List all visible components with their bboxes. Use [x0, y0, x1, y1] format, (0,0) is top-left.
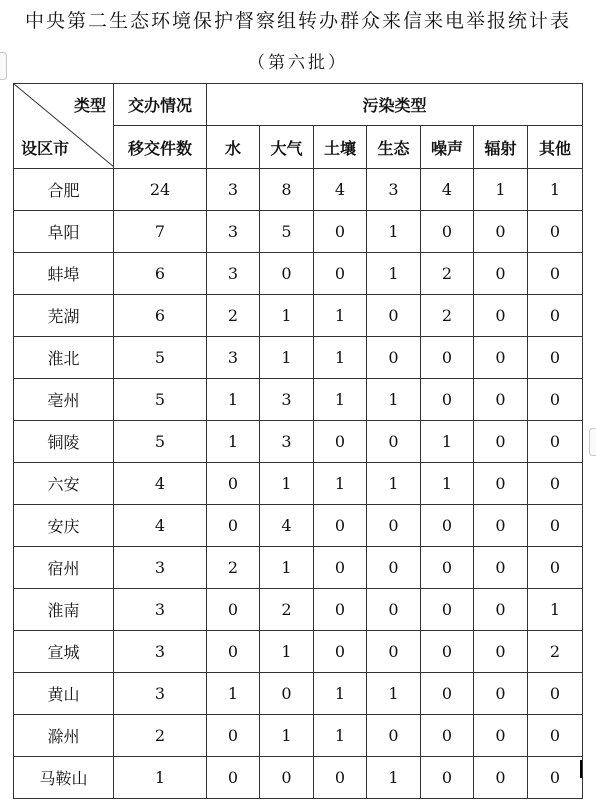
left-edge-handle[interactable]	[0, 52, 7, 80]
city-cell: 淮南	[14, 589, 114, 631]
column-header-water: 水	[207, 126, 260, 169]
cell-soil: 4	[314, 169, 367, 211]
cell-noise: 0	[421, 379, 474, 421]
cell-air: 1	[260, 337, 314, 379]
cell-soil: 0	[314, 631, 367, 673]
cell-radiation: 0	[474, 505, 528, 547]
table-row	[14, 631, 583, 673]
cell-water: 0	[207, 463, 260, 505]
cell-noise: 0	[421, 631, 474, 673]
page-subtitle: （第六批）	[248, 53, 348, 73]
cell-other: 1	[528, 169, 583, 211]
cell-radiation: 0	[474, 631, 528, 673]
cell-transfer-count: 6	[114, 295, 207, 337]
cell-noise: 0	[421, 673, 474, 715]
cell-radiation: 0	[474, 253, 528, 295]
cell-soil: 0	[314, 253, 367, 295]
cell-air: 1	[260, 463, 314, 505]
cell-water: 3	[207, 337, 260, 379]
cell-radiation: 0	[474, 463, 528, 505]
cell-air: 3	[260, 421, 314, 463]
table-body	[14, 84, 583, 799]
cell-other: 0	[528, 463, 583, 505]
statistics-table	[13, 83, 583, 799]
city-cell: 亳州	[14, 379, 114, 421]
cell-ecology: 0	[367, 589, 421, 631]
cell-other: 0	[528, 295, 583, 337]
city-cell: 六安	[14, 463, 114, 505]
table-row	[14, 589, 583, 631]
cell-noise: 0	[421, 505, 474, 547]
cell-radiation: 0	[474, 211, 528, 253]
cell-transfer-count: 3	[114, 631, 207, 673]
cell-transfer-count: 1	[114, 757, 207, 799]
cell-radiation: 0	[474, 379, 528, 421]
cell-water: 3	[207, 211, 260, 253]
cell-transfer-count: 4	[114, 463, 207, 505]
cell-other: 0	[528, 253, 583, 295]
cell-ecology: 1	[367, 463, 421, 505]
cell-water: 0	[207, 715, 260, 757]
cell-water: 3	[207, 253, 260, 295]
table-row	[14, 253, 583, 295]
cell-noise: 2	[421, 253, 474, 295]
cell-transfer-count: 2	[114, 715, 207, 757]
cell-other: 1	[528, 589, 583, 631]
cell-water: 0	[207, 757, 260, 799]
cell-radiation: 0	[474, 673, 528, 715]
cell-water: 2	[207, 295, 260, 337]
cell-air: 0	[260, 253, 314, 295]
cell-radiation: 0	[474, 295, 528, 337]
cell-transfer-count: 6	[114, 253, 207, 295]
cell-ecology: 3	[367, 169, 421, 211]
cell-air: 1	[260, 715, 314, 757]
table-row	[14, 673, 583, 715]
cell-transfer-count: 7	[114, 211, 207, 253]
cell-transfer-count: 5	[114, 421, 207, 463]
page-title: 中央第二生态环境保护督察组转办群众来信来电举报统计表	[24, 10, 571, 32]
city-cell: 阜阳	[14, 211, 114, 253]
cell-radiation: 0	[474, 547, 528, 589]
cell-water: 0	[207, 505, 260, 547]
cell-radiation: 0	[474, 337, 528, 379]
cell-noise: 1	[421, 421, 474, 463]
cell-transfer-count: 3	[114, 589, 207, 631]
cell-water: 2	[207, 547, 260, 589]
cell-soil: 0	[314, 757, 367, 799]
cell-soil: 1	[314, 379, 367, 421]
column-header-radiation: 辐射	[474, 126, 528, 169]
table-row	[14, 379, 583, 421]
column-header-noise: 噪声	[421, 126, 474, 169]
cell-noise: 1	[421, 463, 474, 505]
cell-air: 1	[260, 547, 314, 589]
cell-ecology: 0	[367, 715, 421, 757]
corner-header-cell	[14, 84, 114, 169]
city-cell: 蚌埠	[14, 253, 114, 295]
cell-transfer-count: 3	[114, 673, 207, 715]
cell-air: 1	[260, 295, 314, 337]
table-row	[14, 169, 583, 211]
cell-air: 1	[260, 631, 314, 673]
city-cell: 淮北	[14, 337, 114, 379]
header-row-1	[14, 84, 583, 126]
cell-soil: 1	[314, 337, 367, 379]
cell-water: 0	[207, 631, 260, 673]
table-row	[14, 715, 583, 757]
cell-noise: 0	[421, 211, 474, 253]
city-cell: 芜湖	[14, 295, 114, 337]
corner-label-city: 设区市	[21, 139, 70, 158]
right-edge-handle[interactable]	[589, 428, 596, 456]
cell-air: 8	[260, 169, 314, 211]
cell-noise: 0	[421, 589, 474, 631]
city-cell: 安庆	[14, 505, 114, 547]
city-cell: 合肥	[14, 169, 114, 211]
city-cell: 黄山	[14, 673, 114, 715]
table-row	[14, 421, 583, 463]
cell-ecology: 1	[367, 379, 421, 421]
table-row	[14, 337, 583, 379]
column-header-soil: 土壤	[314, 126, 367, 169]
cell-soil: 0	[314, 505, 367, 547]
cell-ecology: 0	[367, 505, 421, 547]
column-header-other: 其他	[528, 126, 583, 169]
cell-soil: 0	[314, 421, 367, 463]
cell-noise: 0	[421, 337, 474, 379]
cell-water: 3	[207, 169, 260, 211]
cell-soil: 0	[314, 589, 367, 631]
cell-other: 0	[528, 547, 583, 589]
cell-air: 4	[260, 505, 314, 547]
city-cell: 铜陵	[14, 421, 114, 463]
city-cell: 宣城	[14, 631, 114, 673]
corner-label-type: 类型	[73, 96, 106, 115]
cell-ecology: 0	[367, 547, 421, 589]
cell-ecology: 0	[367, 421, 421, 463]
cell-ecology: 0	[367, 631, 421, 673]
city-cell: 滁州	[14, 715, 114, 757]
group-header-pollution: 污染类型	[207, 84, 583, 126]
cell-radiation: 0	[474, 421, 528, 463]
cell-water: 1	[207, 379, 260, 421]
cell-ecology: 1	[367, 757, 421, 799]
cell-ecology: 0	[367, 337, 421, 379]
cell-soil: 1	[314, 295, 367, 337]
cell-air: 2	[260, 589, 314, 631]
cell-other: 0	[528, 337, 583, 379]
cell-other: 0	[528, 505, 583, 547]
cell-soil: 1	[314, 673, 367, 715]
table-row	[14, 463, 583, 505]
cell-other: 2	[528, 631, 583, 673]
cell-ecology: 1	[367, 253, 421, 295]
cell-soil: 0	[314, 547, 367, 589]
cell-noise: 2	[421, 295, 474, 337]
cell-air: 0	[260, 673, 314, 715]
cell-air: 5	[260, 211, 314, 253]
cell-other: 0	[528, 211, 583, 253]
cell-transfer-count: 5	[114, 337, 207, 379]
column-header-transfer-count: 移交件数	[114, 126, 207, 169]
table-row	[14, 295, 583, 337]
cell-other: 0	[528, 673, 583, 715]
cell-radiation: 1	[474, 169, 528, 211]
cell-noise: 0	[421, 757, 474, 799]
table-row	[14, 211, 583, 253]
cell-soil: 1	[314, 715, 367, 757]
cell-air: 0	[260, 757, 314, 799]
table-row	[14, 505, 583, 547]
cell-water: 1	[207, 673, 260, 715]
cell-other: 0	[528, 757, 583, 799]
column-header-ecology: 生态	[367, 126, 421, 169]
cell-other: 0	[528, 421, 583, 463]
city-cell: 宿州	[14, 547, 114, 589]
cell-water: 1	[207, 421, 260, 463]
cell-transfer-count: 24	[114, 169, 207, 211]
cell-soil: 1	[314, 463, 367, 505]
cell-radiation: 0	[474, 715, 528, 757]
cell-ecology: 1	[367, 211, 421, 253]
cell-other: 0	[528, 379, 583, 421]
table-row	[14, 757, 583, 799]
table-row	[14, 547, 583, 589]
city-cell: 马鞍山	[14, 757, 114, 799]
cell-air: 3	[260, 379, 314, 421]
cell-transfer-count: 5	[114, 379, 207, 421]
cell-transfer-count: 3	[114, 547, 207, 589]
cell-noise: 0	[421, 715, 474, 757]
cell-radiation: 0	[474, 757, 528, 799]
cell-ecology: 1	[367, 673, 421, 715]
cell-other: 0	[528, 715, 583, 757]
cell-soil: 0	[314, 211, 367, 253]
cell-noise: 0	[421, 547, 474, 589]
group-header-handling: 交办情况	[114, 84, 207, 126]
cell-noise: 4	[421, 169, 474, 211]
cell-radiation: 0	[474, 589, 528, 631]
cell-transfer-count: 4	[114, 505, 207, 547]
cell-water: 0	[207, 589, 260, 631]
column-header-air: 大气	[260, 126, 314, 169]
cell-ecology: 0	[367, 295, 421, 337]
